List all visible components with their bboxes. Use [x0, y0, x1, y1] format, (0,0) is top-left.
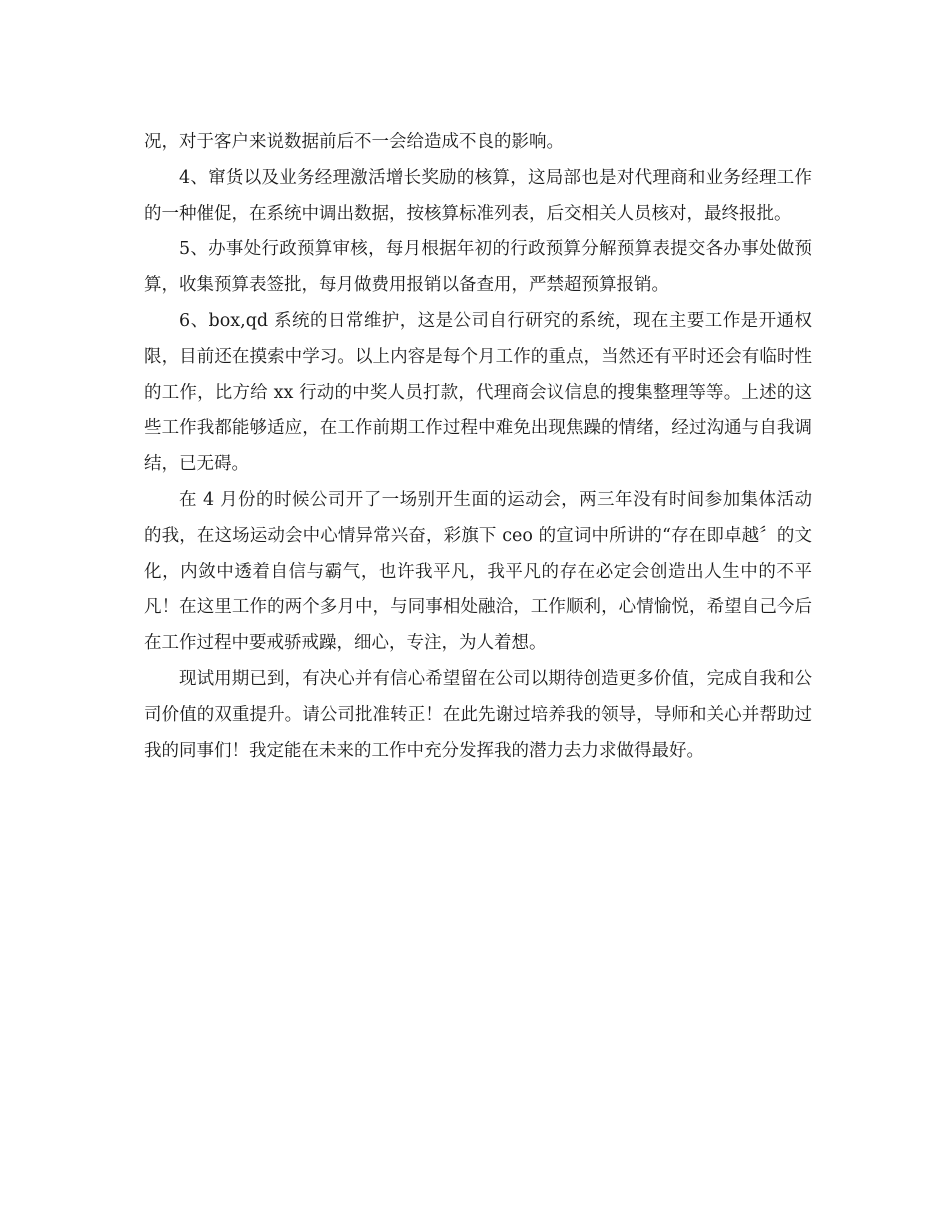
paragraph-sports-meeting: 在 4 月份的时候公司开了一场别开生面的运动会，两三年没有时间参加集体活动的我，在这场运动会中心情异常兴奋，彩旗下 ceo 的宣词中所讲的“存在即卓越〞的文化，内敛中透着自信与霸气，也许我平凡，我平凡的存在必定会创造出人生中的不平凡！在这里工作的两个多月中，与同事相处融洽，工作顺利，心情愉悦，希望自己今后在工作过程中要戒骄戒躁，细心，专注，为人着想。 — [144, 489, 812, 654]
paragraph-item-6: 6、box,qd 系统的日常维护，这是公司自行研究的系统，现在主要工作是开通权限，目前还在摸索中学习。以上内容是每个月工作的重点，当然还有平时还会有临时性的工作，比方给 xx 行动的中奖人员打款，代理商会议信息的搜集整理等等。上述的这些工作我都能够适应，在工作前期工作过程中难免出现焦躁的情绪，经过沟通与自我调结，已无碍。 — [144, 310, 812, 475]
paragraph-conclusion: 现试用期已到，有决心并有信心希望留在公司以期待创造更多价值，完成自我和公司价值的双重提升。请公司批准转正！在此先谢过培养我的领导，导师和关心并帮助过我的同事们！我定能在未来的工作中充分发挥我的潜力去力求做得最好。 — [144, 668, 812, 761]
paragraph-item-4: 4、窜货以及业务经理激活增长奖励的核算，这局部也是对代理商和业务经理工作的一种催促，在系统中调出数据，按核算标准列表，后交相关人员核对，最终报批。 — [144, 167, 812, 224]
paragraph-continuation: 况，对于客户来说数据前后不一会给造成不良的影响。 — [144, 132, 564, 152]
paragraph-item-5: 5、办事处行政预算审核，每月根据年初的行政预算分解预算表提交各办事处做预算，收集预算表签批，每月做费用报销以备查用，严禁超预算报销。 — [144, 239, 812, 296]
document-body — [144, 125, 812, 769]
